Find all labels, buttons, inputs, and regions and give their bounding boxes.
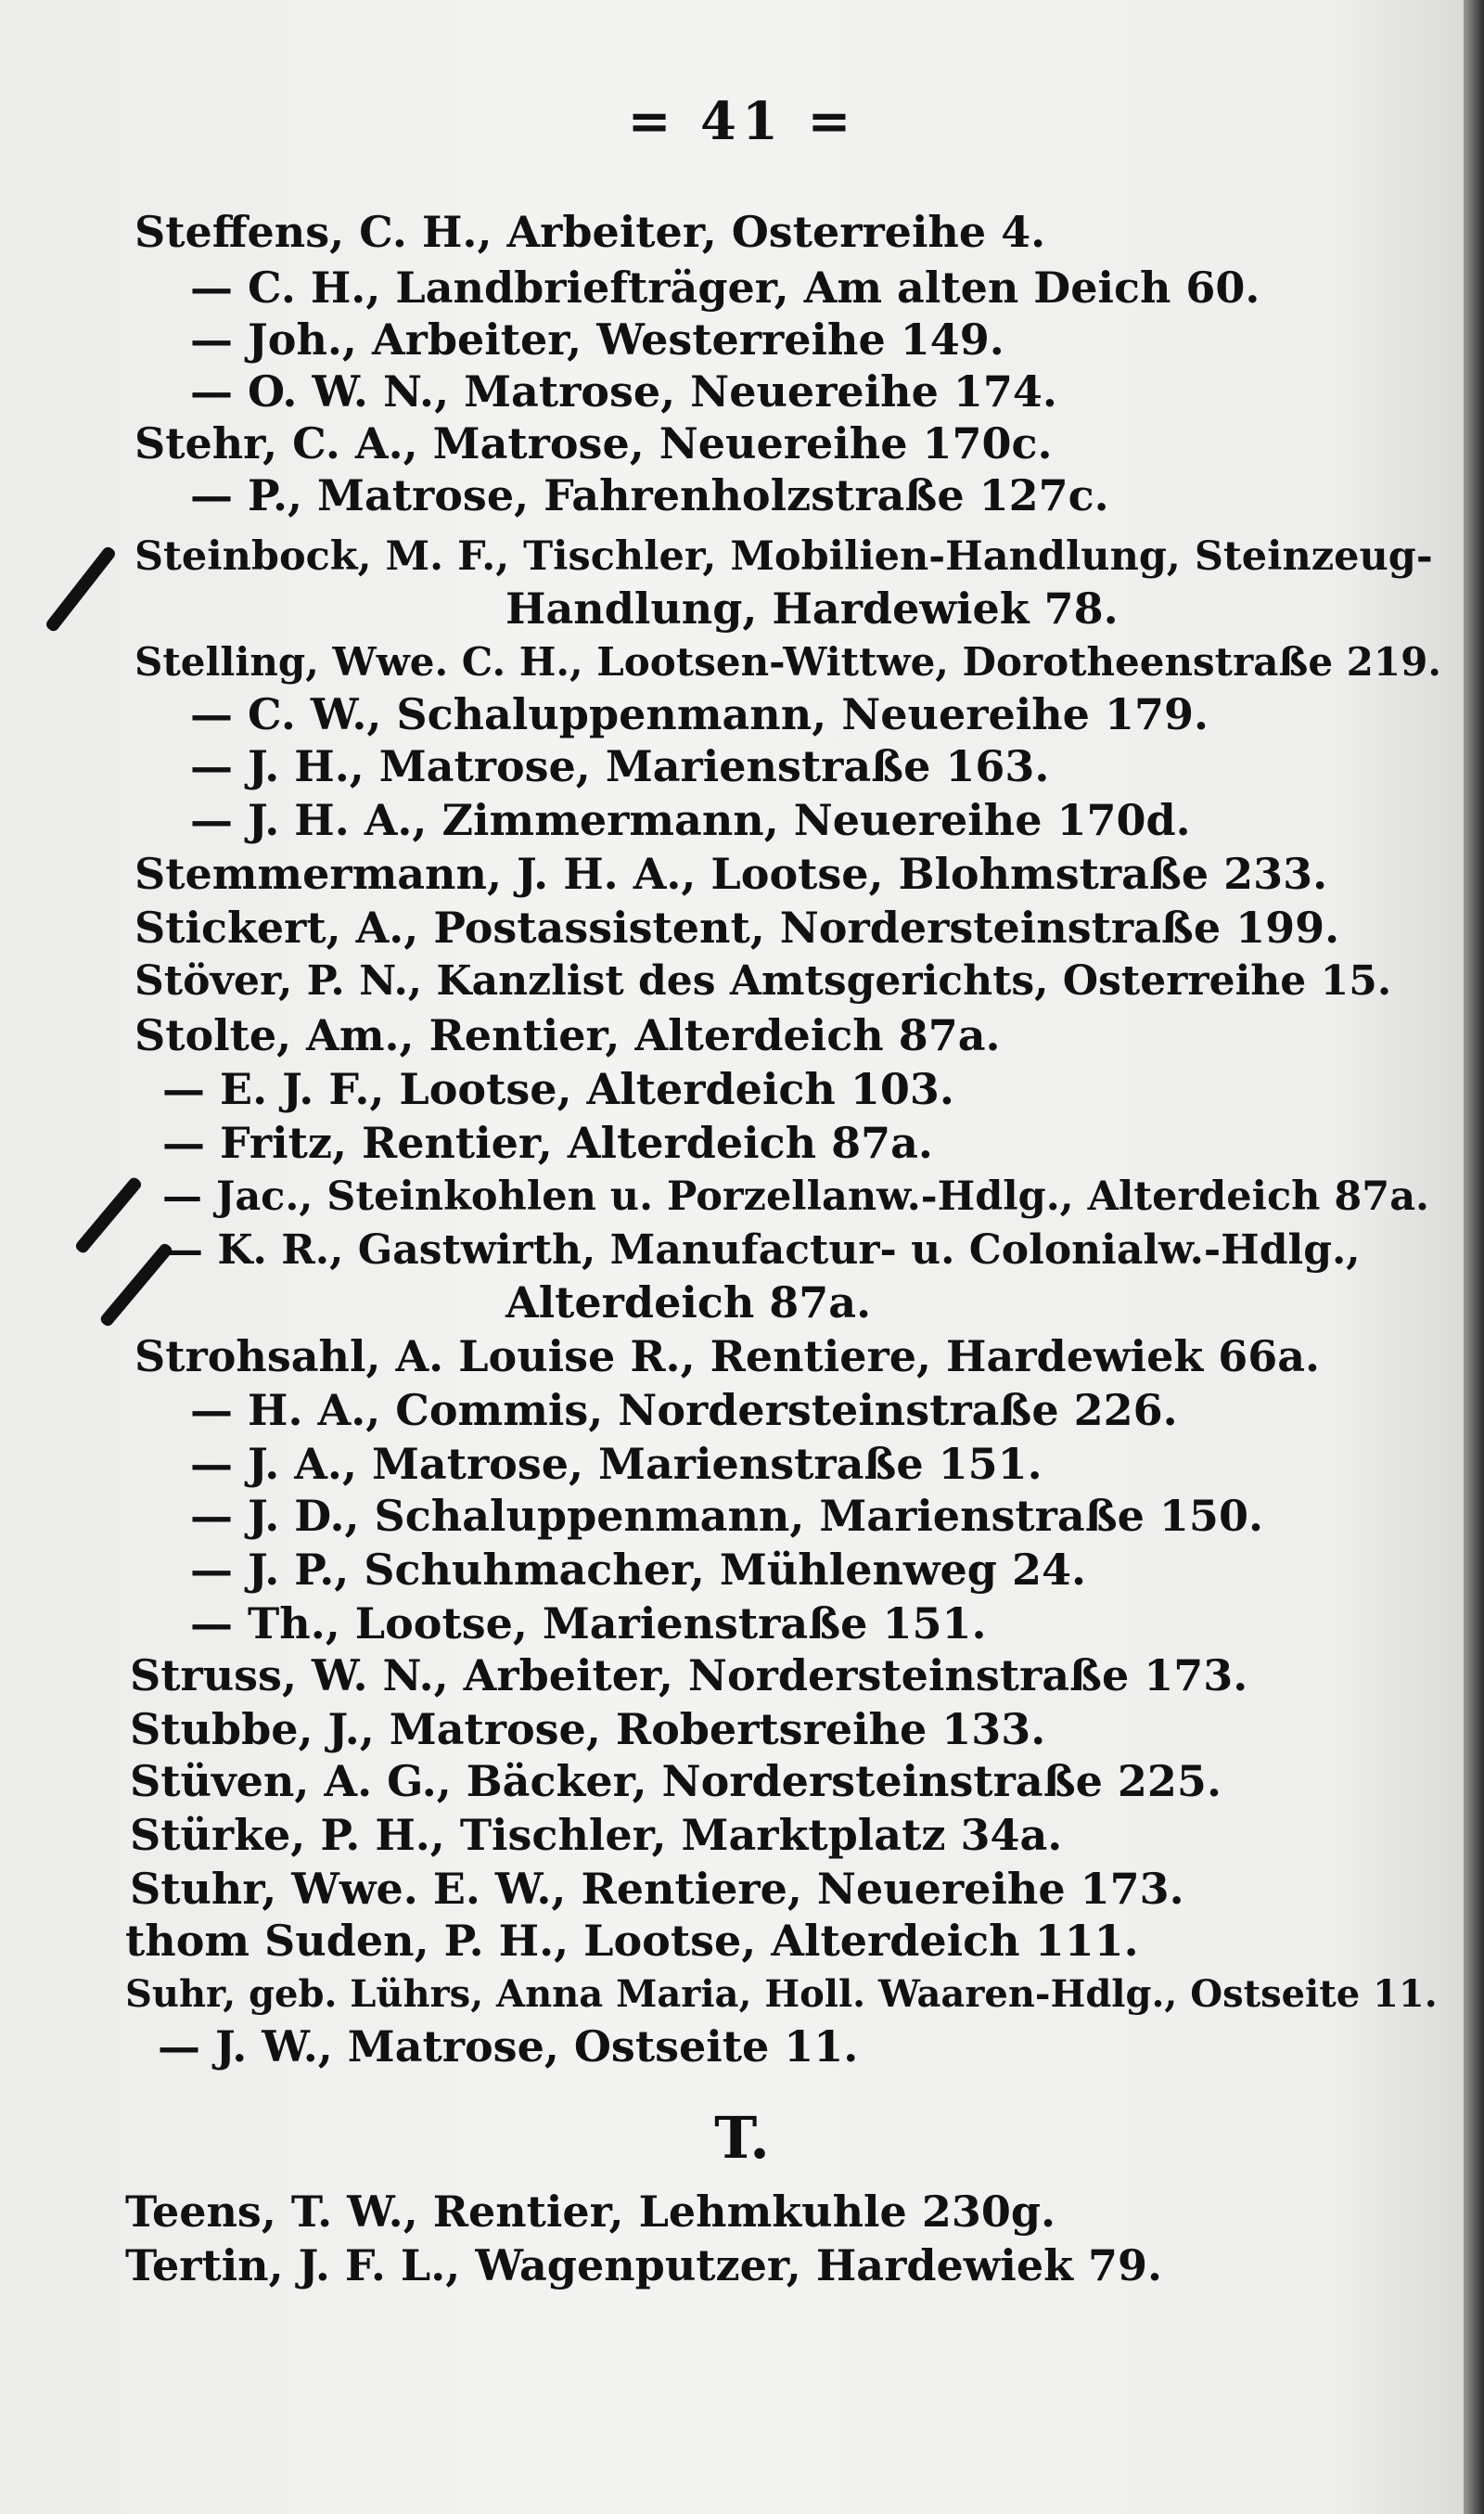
directory-entry: — K. R., Gastwirth, Manufactur- u. Colonialw.-Hdlg., — [162, 1226, 1361, 1274]
directory-entry: Stüven, A. G., Bäcker, Nordersteinstraße 225. — [130, 1756, 1222, 1806]
directory-entry: Struss, W. N., Arbeiter, Nordersteinstraße 173. — [130, 1650, 1248, 1700]
directory-entry: Stickert, A., Postassistent, Nordersteinstraße 199. — [134, 903, 1340, 953]
margin-pen-mark — [73, 1175, 143, 1255]
directory-entry: — J. H. A., Zimmermann, Neuereihe 170d. — [190, 795, 1191, 845]
margin-pen-mark — [45, 545, 118, 633]
directory-entry: Tertin, J. F. L., Wagenputzer, Hardewiek 79. — [125, 2240, 1163, 2290]
directory-entry: — C. H., Landbriefträger, Am alten Deich 60. — [190, 263, 1260, 313]
directory-entry: — O. W. N., Matrose, Neuereihe 174. — [190, 366, 1057, 417]
directory-entry: — Th., Lootse, Marienstraße 151. — [190, 1598, 987, 1648]
directory-entry: Stehr, C. A., Matrose, Neuereihe 170c. — [134, 418, 1053, 468]
directory-entry: Stürke, P. H., Tischler, Marktplatz 34a. — [130, 1810, 1063, 1860]
directory-entry: Stolte, Am., Rentier, Alterdeich 87a. — [134, 1010, 1001, 1060]
directory-entry: Steffens, C. H., Arbeiter, Osterreihe 4. — [134, 207, 1046, 257]
directory-entry: — E. J. F., Lootse, Alterdeich 103. — [162, 1064, 954, 1114]
directory-entry: — J. H., Matrose, Marienstraße 163. — [190, 741, 1050, 791]
directory-entry: — P., Matrose, Fahrenholzstraße 127c. — [190, 470, 1109, 520]
directory-entry: Stubbe, J., Matrose, Robertsreihe 133. — [130, 1704, 1046, 1754]
directory-entry: — Joh., Arbeiter, Westerreihe 149. — [190, 314, 1004, 365]
directory-entry-continuation: Alterdeich 87a. — [505, 1277, 872, 1328]
directory-entry: — H. A., Commis, Nordersteinstraße 226. — [190, 1385, 1178, 1435]
directory-entry: — J. W., Matrose, Ostseite 11. — [158, 2021, 859, 2071]
page-number: = 41 = — [627, 91, 857, 152]
directory-entry: Suhr, geb. Lührs, Anna Maria, Holl. Waaren-Hdlg., Ostseite 11. — [125, 1972, 1438, 2016]
directory-entry: Stuhr, Wwe. E. W., Rentiere, Neuereihe 173. — [130, 1864, 1184, 1914]
directory-entry: Stelling, Wwe. C. H., Lootsen-Wittwe, Dorotheenstraße 219. — [134, 639, 1441, 685]
directory-entry: — Jac., Steinkohlen u. Porzellanw.-Hdlg., Alterdeich 87a. — [162, 1174, 1430, 1220]
directory-entry: Strohsahl, A. Louise R., Rentiere, Hardewiek 66a. — [134, 1331, 1321, 1381]
directory-entry: — Fritz, Rentier, Alterdeich 87a. — [162, 1118, 933, 1168]
directory-entry: Stöver, P. N., Kanzlist des Amtsgerichts, Osterreihe 15. — [134, 957, 1392, 1005]
directory-entry-continuation: Handlung, Hardewiek 78. — [505, 584, 1119, 634]
directory-entry: — J. D., Schaluppenmann, Marienstraße 150. — [190, 1491, 1263, 1541]
directory-entry: — J. A., Matrose, Marienstraße 151. — [190, 1439, 1043, 1489]
directory-entry: Steinbock, M. F., Tischler, Mobilien-Handlung, Steinzeug- — [134, 533, 1433, 580]
directory-entry: Teens, T. W., Rentier, Lehmkuhle 230g. — [125, 2187, 1056, 2237]
section-letter: T. — [714, 2104, 770, 2172]
directory-entry: thom Suden, P. H., Lootse, Alterdeich 111. — [125, 1916, 1139, 1966]
directory-entry: Stemmermann, J. H. A., Lootse, Blohmstraße 233. — [134, 849, 1328, 899]
directory-entry: — J. P., Schuhmacher, Mühlenweg 24. — [190, 1545, 1086, 1595]
directory-entry: — C. W., Schaluppenmann, Neuereihe 179. — [190, 689, 1209, 739]
